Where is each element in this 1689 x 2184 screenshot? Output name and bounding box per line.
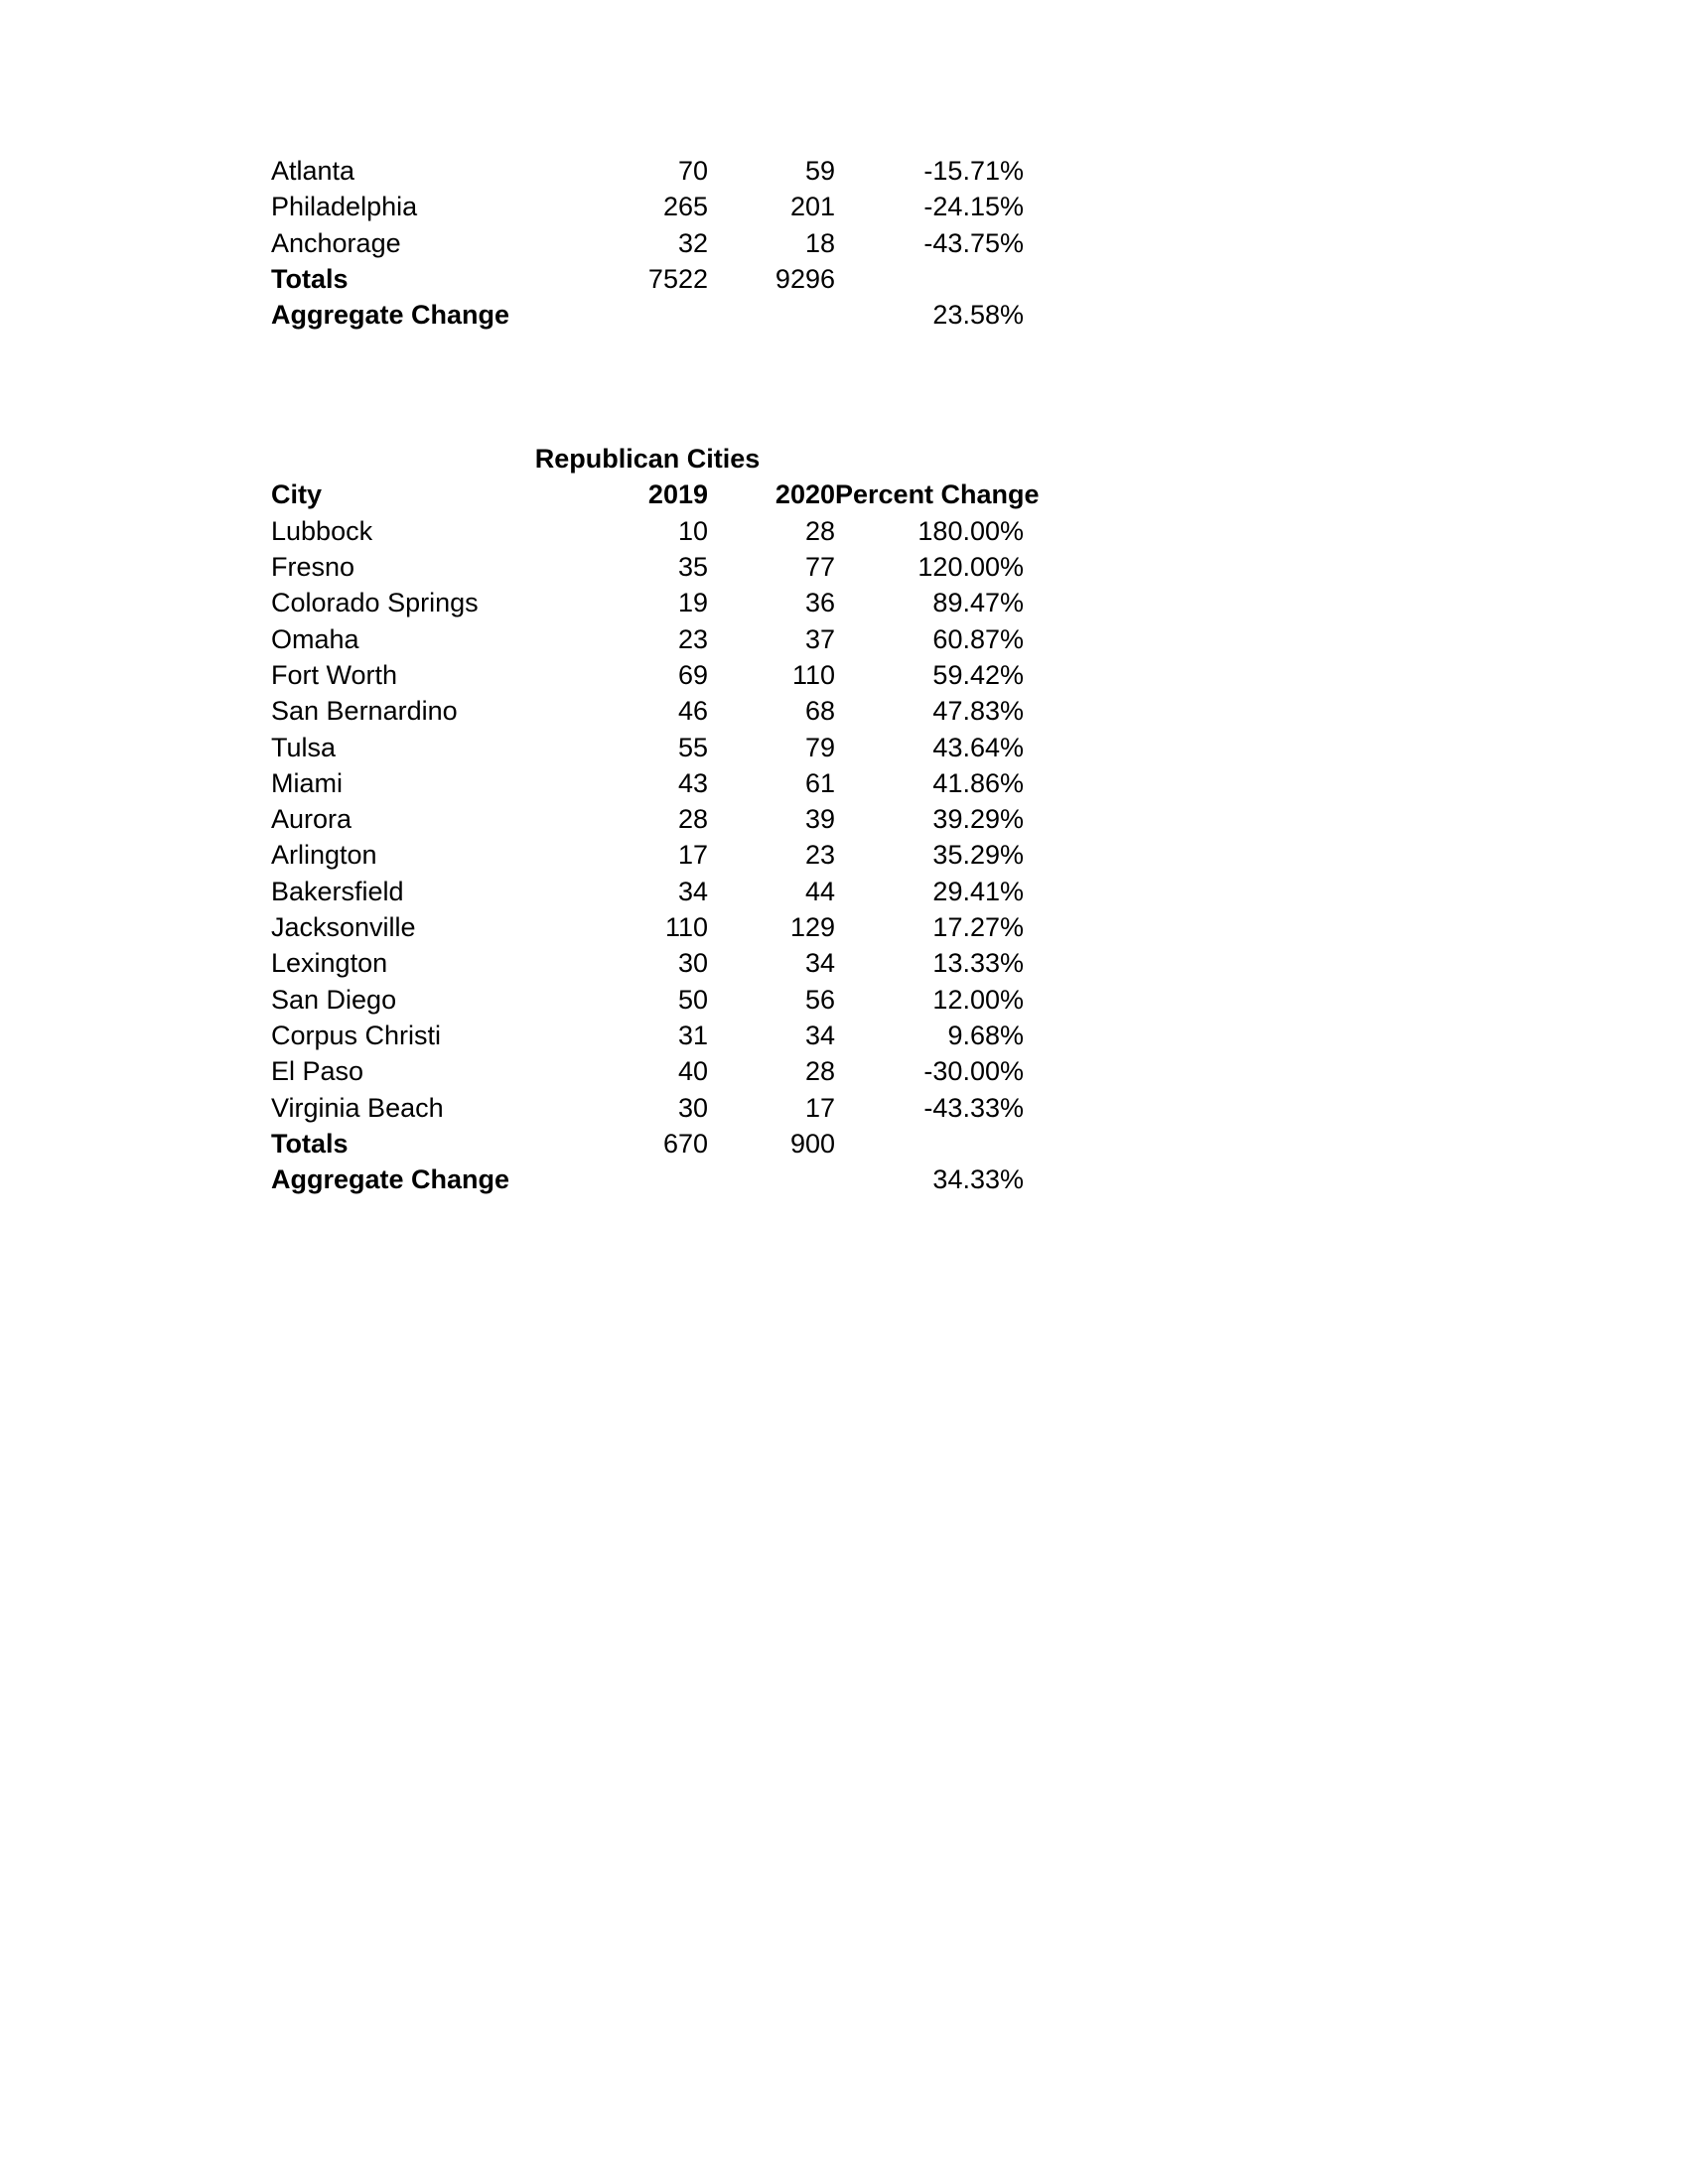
table-row <box>271 657 1024 693</box>
city-name-cell: San Diego <box>271 984 397 1015</box>
value-2020-cell: 37 <box>804 623 835 654</box>
value-2019-cell: 19 <box>677 588 708 618</box>
city-name-cell: Lexington <box>271 948 388 979</box>
value-2020-cell: 68 <box>804 696 835 727</box>
table-row <box>271 765 1024 801</box>
percent-change-cell: 12.00% <box>932 984 1024 1015</box>
value-2020-cell: 201 <box>789 192 835 222</box>
totals-2020-cell: 900 <box>789 1128 835 1159</box>
value-2019-cell: 43 <box>677 767 708 798</box>
percent-change-cell: 120.00% <box>917 551 1024 582</box>
percent-change-cell: 17.27% <box>932 912 1024 943</box>
city-name-cell: Atlanta <box>271 156 355 186</box>
city-name-cell: San Bernardino <box>271 696 458 727</box>
table-row <box>271 1090 1024 1126</box>
table-row <box>271 693 1024 729</box>
percent-change-cell: 59.42% <box>932 659 1024 690</box>
table-row <box>271 189 1024 224</box>
table-row <box>271 585 1024 620</box>
table-row <box>271 874 1024 909</box>
table-row <box>271 730 1024 765</box>
table-row <box>271 549 1024 585</box>
aggregate-2019-cell-empty <box>569 297 708 333</box>
percent-change-cell: 180.00% <box>917 515 1024 546</box>
value-2020-cell: 61 <box>804 767 835 798</box>
totals-percent-cell-empty <box>835 1126 1024 1161</box>
totals-2020-cell: 9296 <box>774 263 835 294</box>
value-2019-cell: 265 <box>662 192 708 222</box>
city-name-cell: Colorado Springs <box>271 588 479 618</box>
table-row <box>271 801 1024 837</box>
table-row <box>271 153 1024 189</box>
table-row <box>271 1053 1024 1089</box>
aggregate-percent-cell: 34.33% <box>932 1164 1024 1195</box>
value-2019-cell: 69 <box>677 659 708 690</box>
percent-change-cell: 35.29% <box>932 840 1024 871</box>
value-2019-cell: 28 <box>677 804 708 835</box>
value-2019-cell: 30 <box>677 948 708 979</box>
value-2019-cell: 35 <box>677 551 708 582</box>
header-percent-change: Percent Change <box>835 479 1040 510</box>
value-2020-cell: 17 <box>804 1092 835 1123</box>
value-2019-cell: 34 <box>677 876 708 906</box>
value-2020-cell: 39 <box>804 804 835 835</box>
percent-change-cell: 9.68% <box>947 1021 1024 1050</box>
table-row <box>271 982 1024 1018</box>
aggregate-change-label: Aggregate Change <box>271 300 510 331</box>
city-name-cell: Fort Worth <box>271 659 398 690</box>
aggregate-2020-cell-empty <box>708 1161 835 1197</box>
value-2019-cell: 40 <box>677 1056 708 1087</box>
aggregate-2020-cell-empty <box>708 297 835 333</box>
percent-change-cell: -43.33% <box>923 1092 1024 1123</box>
city-name-cell: El Paso <box>271 1056 364 1087</box>
value-2019-cell: 23 <box>677 623 708 654</box>
header-2020: 2020 <box>774 479 835 510</box>
percent-change-cell: 13.33% <box>932 948 1024 979</box>
value-2020-cell: 23 <box>804 840 835 871</box>
city-name-cell: Fresno <box>271 551 355 582</box>
percent-change-cell: -30.00% <box>923 1056 1024 1087</box>
table-row <box>271 621 1024 657</box>
value-2020-cell: 56 <box>804 984 835 1015</box>
value-2019-cell: 31 <box>677 1021 708 1050</box>
value-2020-cell: 28 <box>804 1056 835 1087</box>
aggregate-change-row <box>271 297 1024 333</box>
totals-label: Totals <box>271 263 349 294</box>
table-row <box>271 909 1024 945</box>
table-row <box>271 1018 1024 1053</box>
totals-2019-cell: 670 <box>662 1128 708 1159</box>
value-2019-cell: 110 <box>664 912 708 943</box>
value-2020-cell: 34 <box>804 948 835 979</box>
percent-change-cell: 29.41% <box>932 876 1024 906</box>
city-name-cell: Jacksonville <box>271 912 416 943</box>
percent-change-cell: -24.15% <box>923 192 1024 222</box>
top-table-rows <box>271 153 1024 261</box>
city-name-cell: Aurora <box>271 804 352 835</box>
city-name-cell: Arlington <box>271 840 377 871</box>
table-row <box>271 837 1024 873</box>
aggregate-change-label: Aggregate Change <box>271 1164 510 1195</box>
table-title: Republican Cities <box>534 444 761 474</box>
value-2019-cell: 17 <box>677 840 708 871</box>
percent-change-cell: 41.86% <box>932 767 1024 798</box>
table-row <box>271 945 1024 981</box>
value-2019-cell: 46 <box>677 696 708 727</box>
value-2020-cell: 77 <box>804 551 835 582</box>
header-row <box>271 477 1040 512</box>
totals-2019-cell: 7522 <box>647 263 708 294</box>
value-2020-cell: 18 <box>804 227 835 258</box>
table-row <box>271 225 1024 261</box>
value-2020-cell: 129 <box>789 912 835 943</box>
city-name-cell: Anchorage <box>271 227 401 258</box>
value-2019-cell: 30 <box>677 1092 708 1123</box>
aggregate-percent-cell: 23.58% <box>932 300 1024 331</box>
city-name-cell: Omaha <box>271 623 359 654</box>
header-city: City <box>271 479 323 510</box>
totals-row <box>271 261 1024 297</box>
value-2019-cell: 70 <box>677 156 708 186</box>
city-name-cell: Bakersfield <box>271 876 404 906</box>
percent-change-cell: 43.64% <box>932 732 1024 762</box>
totals-row <box>271 1126 1024 1161</box>
value-2020-cell: 110 <box>791 659 835 690</box>
header-2019: 2019 <box>647 479 708 510</box>
percent-change-cell: -15.71% <box>923 156 1024 186</box>
percent-change-cell: 60.87% <box>932 623 1024 654</box>
percent-change-cell: 39.29% <box>932 804 1024 835</box>
value-2019-cell: 55 <box>677 732 708 762</box>
city-name-cell: Philadelphia <box>271 192 418 222</box>
totals-percent-cell-empty <box>835 261 1024 297</box>
republican-table-rows <box>271 513 1024 1126</box>
value-2020-cell: 36 <box>804 588 835 618</box>
city-name-cell: Miami <box>271 767 343 798</box>
value-2019-cell: 10 <box>677 515 708 546</box>
value-2020-cell: 59 <box>804 156 835 186</box>
republican-cities-table <box>271 441 1040 1198</box>
percent-change-cell: 89.47% <box>932 588 1024 618</box>
value-2020-cell: 28 <box>804 515 835 546</box>
value-2020-cell: 79 <box>804 732 835 762</box>
city-name-cell: Lubbock <box>271 515 373 546</box>
city-name-cell: Tulsa <box>271 732 337 762</box>
value-2020-cell: 44 <box>804 876 835 906</box>
city-name-cell: Corpus Christi <box>271 1021 442 1050</box>
value-2020-cell: 34 <box>804 1021 835 1050</box>
percent-change-cell: -43.75% <box>923 227 1024 258</box>
totals-label: Totals <box>271 1128 349 1159</box>
value-2019-cell: 32 <box>677 227 708 258</box>
value-2019-cell: 50 <box>677 984 708 1015</box>
aggregate-2019-cell-empty <box>569 1161 708 1197</box>
top-cities-table <box>271 153 1024 334</box>
table-row <box>271 513 1024 549</box>
percent-change-cell: 47.83% <box>932 696 1024 727</box>
city-name-cell: Virginia Beach <box>271 1092 444 1123</box>
aggregate-change-row <box>271 1161 1024 1197</box>
